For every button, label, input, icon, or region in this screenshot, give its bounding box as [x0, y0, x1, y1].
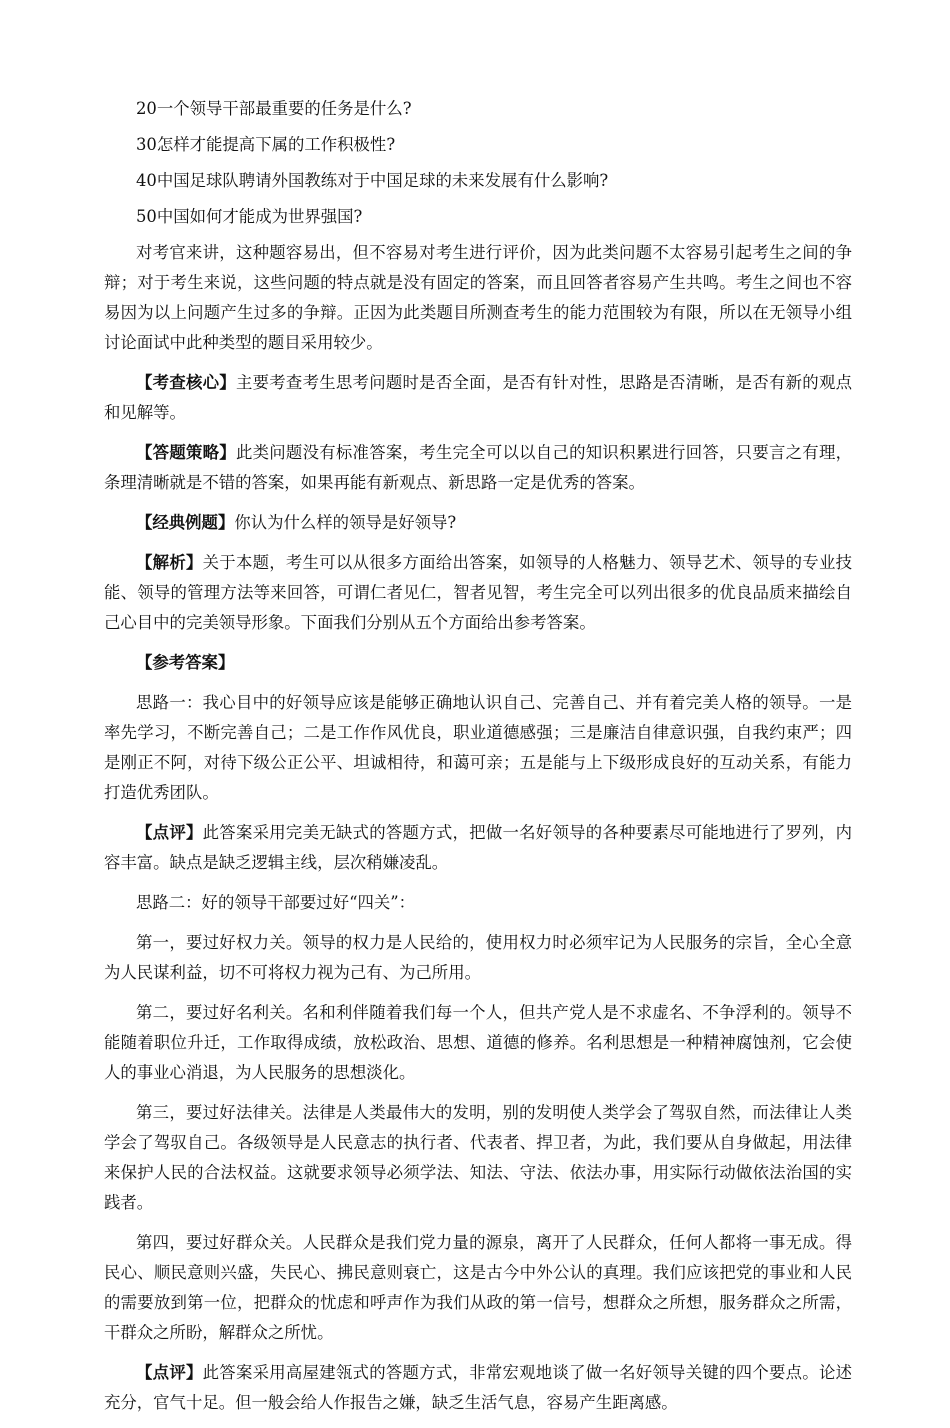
- document-body: [104, 94, 852, 1428]
- pass1-paragraph: 第一，要过好权力关。领导的权力是人民给的，使用权力时必须牢记为人民服务的宗旨，全心全意为人民谋利益，切不可将权力视为己有、为己所用。: [104, 933, 852, 982]
- question-item: 30怎样才能提高下属的工作积极性?: [136, 135, 396, 154]
- question-item: 20一个领导干部最重要的任务是什么?: [136, 99, 412, 118]
- comment2-tag: 【点评】: [136, 1363, 203, 1382]
- core-tag: 【考查核心】: [136, 373, 236, 392]
- reference-tag: 【参考答案】: [136, 653, 235, 672]
- core-text: 主要考查考生思考问题时是否全面，是否有针对性，思路是否清晰，是否有新的观点和见解等。: [104, 373, 853, 422]
- comment2-text: 此答案采用高屋建瓴式的答题方式，非常宏观地谈了做一名好领导关键的四个要点。论述充分，官气十足。但一般会给人作报告之嫌，缺乏生活气息，容易产生距离感。: [104, 1363, 853, 1412]
- analysis-tag: 【解析】: [136, 553, 203, 572]
- analysis-text: 关于本题，考生可以从很多方面给出答案，如领导的人格魅力、领导艺术、领导的专业技能、领导的管理方法等来回答，可谓仁者见仁，智者见智，考生完全可以列出很多的优良品质来描绘自己心目中的完美领导形象。下面我们分别从五个方面给出参考答案。: [104, 553, 853, 632]
- idea1-paragraph: 思路一：我心目中的好领导应该是能够正确地认识自己、完善自己、并有着完美人格的领导。一是率先学习，不断完善自己；二是工作作风优良，职业道德感强；三是廉洁自律意识强，自我约束严；四是刚正不阿，对待下级公正公平、坦诚相待，和蔼可亲；五是能与上下级形成良好的互动关系，有能力打造优秀团队。: [104, 693, 852, 802]
- strategy-tag: 【答题策略】: [136, 443, 236, 462]
- pass2-paragraph: 第二，要过好名利关。名和利伴随着我们每一个人，但共产党人是不求虚名、不争浮利的。领导不能随着职位升迁，工作取得成绩，放松政治、思想、道德的修养。名利思想是一种精神腐蚀剂，它会使人的事业心消退，为人民服务的思想淡化。: [104, 1003, 852, 1082]
- strategy-paragraph: [104, 438, 852, 498]
- comment2-paragraph: [104, 1358, 852, 1418]
- core-paragraph: [104, 368, 852, 428]
- comment1-text: 此答案采用完美无缺式的答题方式，把做一名好领导的各种要素尽可能地进行了罗列，内容丰富。缺点是缺乏逻辑主线，层次稍嫌凌乱。: [104, 823, 853, 872]
- intro-paragraph: 对考官来讲，这种题容易出，但不容易对考生进行评价，因为此类问题不太容易引起考生之间的争辩；对于考生来说，这些问题的特点就是没有固定的答案，而且回答者容易产生共鸣。考生之间也不容易因为以上问题产生过多的争辩。正因为此类题目所测查考生的能力范围较为有限，所以在无领导小组讨论面试中此种类型的题目采用较少。: [104, 243, 852, 352]
- question-item: 50中国如何才能成为世界强国?: [136, 207, 363, 226]
- reference-heading: [104, 648, 852, 678]
- strategy-text: 此类问题没有标准答案，考生完全可以以自己的知识积累进行回答，只要言之有理，条理清晰就是不错的答案，如果再能有新观点、新思路一定是优秀的答案。: [104, 443, 853, 492]
- comment1-paragraph: [104, 818, 852, 878]
- example-tag: 【经典例题】: [136, 513, 235, 532]
- analysis-paragraph: [104, 548, 852, 638]
- comment1-tag: 【点评】: [136, 823, 203, 842]
- example-text: 你认为什么样的领导是好领导?: [234, 513, 457, 532]
- question-item: 40中国足球队聘请外国教练对于中国足球的未来发展有什么影响?: [136, 171, 609, 190]
- pass3-paragraph: 第三，要过好法律关。法律是人类最伟大的发明，别的发明使人类学会了驾驭自然，而法律让人类学会了驾驭自己。各级领导是人民意志的执行者、代表者、捍卫者，为此，我们要从自身做起，用法律来保护人民的合法权益。这就要求领导必须学法、知法、守法、依法办事，用实际行动做依法治国的实践者。: [104, 1103, 852, 1212]
- idea2-paragraph: 思路二：好的领导干部要过好“四关”：: [136, 893, 416, 912]
- example-paragraph: [104, 508, 852, 538]
- pass4-paragraph: 第四，要过好群众关。人民群众是我们党力量的源泉，离开了人民群众，任何人都将一事无成。得民心、顺民意则兴盛，失民心、拂民意则衰亡，这是古今中外公认的真理。我们应该把党的事业和人民的需要放到第一位，把群众的忧虑和呼声作为我们从政的第一信号，想群众之所想，服务群众之所需，干群众之所盼，解群众之所忧。: [104, 1233, 852, 1342]
